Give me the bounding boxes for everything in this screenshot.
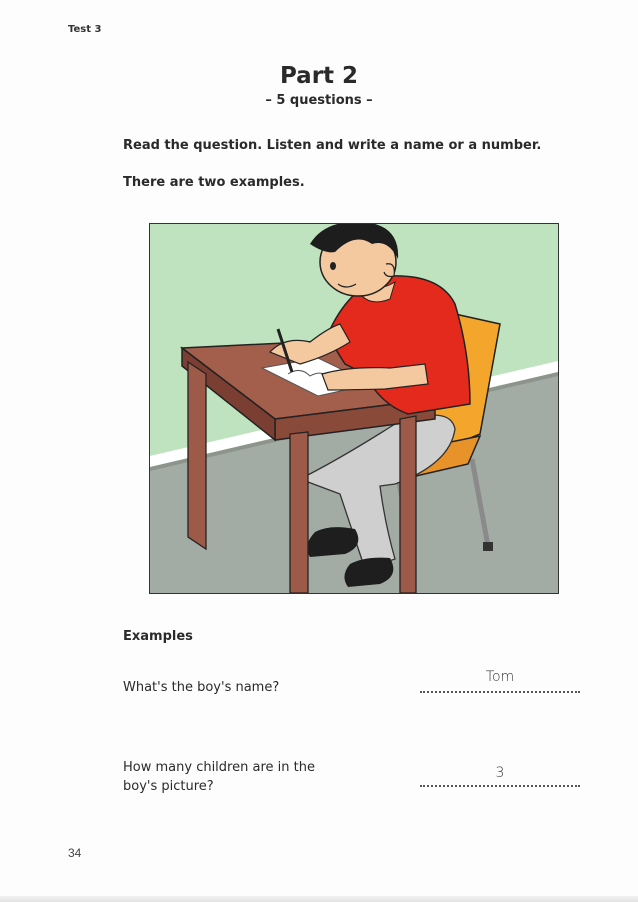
boy-writing-at-desk-illustration xyxy=(150,224,558,593)
example-question-2: How many children are in the boy's picture? xyxy=(123,760,315,794)
instruction-listen: Read the question. Listen and write a name or a number. xyxy=(123,138,542,153)
page-number: 34 xyxy=(68,846,82,860)
page-edge xyxy=(0,896,638,902)
answer-line-2[interactable] xyxy=(420,784,580,787)
example-answer-2: 3 xyxy=(495,765,505,781)
part-title: Part 2 xyxy=(279,63,359,89)
boy-writing-picture xyxy=(149,223,559,594)
instruction-examples: There are two examples. xyxy=(123,175,305,190)
answer-line-1[interactable] xyxy=(420,690,580,693)
test-label: Test 3 xyxy=(68,24,102,35)
part-subtitle: – 5 questions – xyxy=(265,93,373,108)
example-question-1: What's the boy's name? xyxy=(123,680,280,695)
examples-heading: Examples xyxy=(123,629,193,644)
example-answer-1: Tom xyxy=(485,669,515,685)
